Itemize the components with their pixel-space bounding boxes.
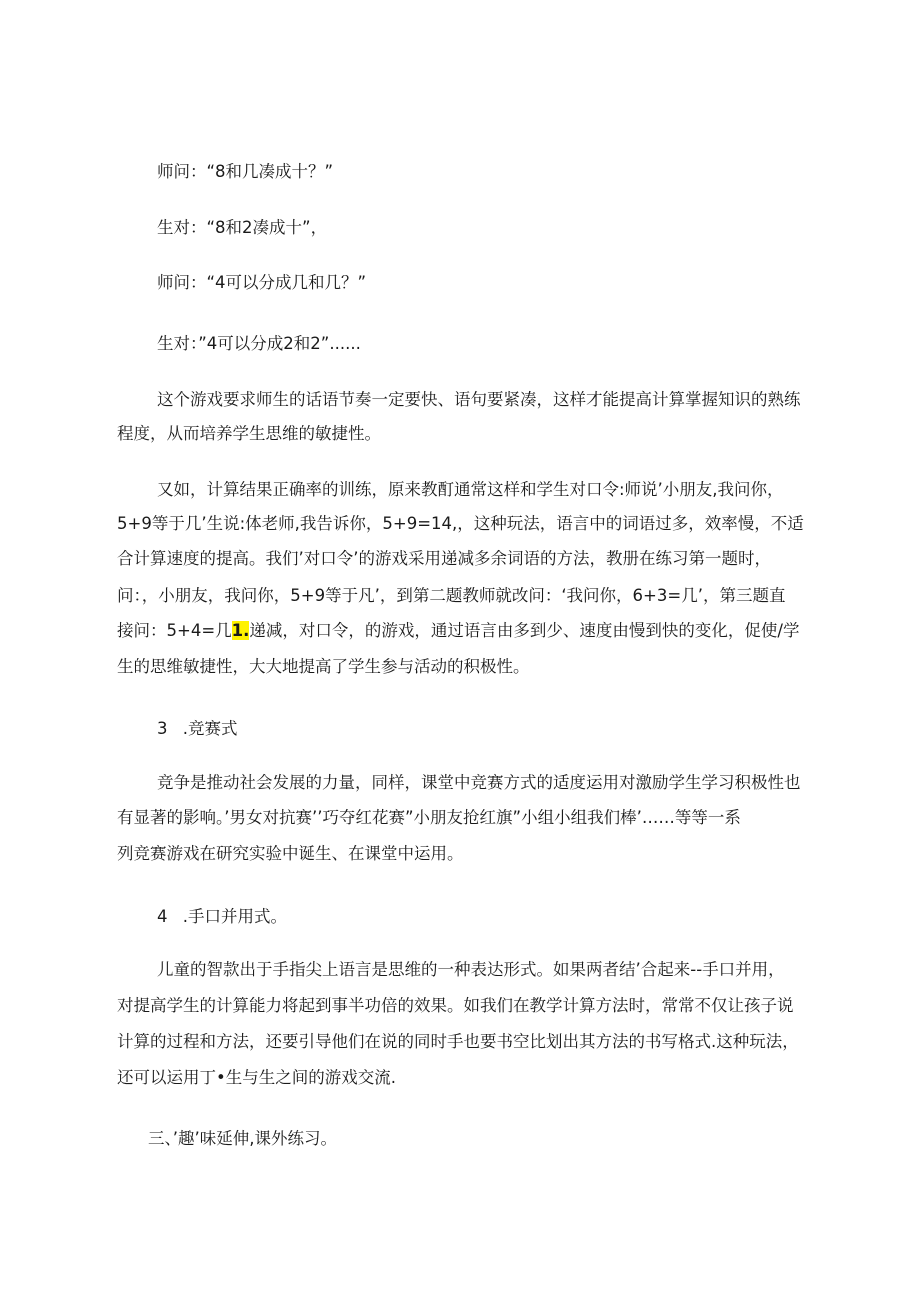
section-4-number: 4	[157, 907, 168, 926]
section-4-heading	[157, 905, 287, 929]
section-4-title: .手口并用式。	[182, 907, 287, 926]
para2-line-2: 5+9等于几’生说:体老师,我告诉你，5+9=14,，这种玩法，语言中的词语过多，效率慢，不适	[117, 514, 804, 533]
section-3-heading	[157, 717, 238, 741]
para2-line-1: 又如，计算结果正确率的训练，原来教酊通常这样和学生对口令:师说’小朋友,我问你，	[157, 480, 784, 499]
para2-line-5-start: 接问：5+4=几	[117, 621, 232, 640]
para2-line-4: 问：，小朋友，我问你，5+9等于凡’，到第二题教师就改问：‘我问你，6+3=几’，第三题直	[117, 586, 786, 605]
highlight-mark: 1.	[231, 621, 250, 640]
section-3-number: 3	[157, 719, 168, 738]
para4-line-4: 还可以运用丁•生与生之间的游戏交流.	[117, 1068, 396, 1087]
para2-line-6: 生的思维敏捷性，大大地提高了学生参与活动的积极性。	[117, 657, 530, 676]
para2-line-5-end: 递减，对口令，的游戏，通过语言由多到少、速度由慢到快的变化，促使/学	[249, 621, 800, 640]
para1-line-2: 程度，从而培养学生思维的敏捷性。	[117, 424, 381, 443]
para3-line-2: 有显著的影响。’男女对抗赛’’巧夺红花赛”小朋友抢红旗”小组小组我们棒’……等等一系	[117, 808, 741, 827]
para3-line-1: 竞争是推动社会发展的力量，同样，课堂中竞赛方式的适度运用对激励学生学习积极性也	[157, 773, 801, 792]
student-answer-2: 生对：”4可以分成2和2”......	[157, 334, 361, 353]
section-three-heading: 三、’趣’味延伸,课外练习。	[148, 1129, 337, 1148]
teacher-question-1: 师问：“8和几凑成十？”	[157, 162, 334, 181]
para2-line-3: 合计算速度的提高。我们’对口令’的游戏采用递减多余词语的方法，教册在练习第一题时，	[117, 549, 771, 568]
teacher-question-2: 师问：“4可以分成几和几？”	[157, 273, 367, 292]
student-answer-1: 生对：“8和2凑成十”，	[157, 218, 328, 237]
para2-line-5	[117, 619, 799, 643]
para4-line-2: 对提高学生的计算能力将起到事半功倍的效果。如我们在教学计算方法时，常常不仅让孩子说	[117, 996, 794, 1015]
para1-line-1: 这个游戏要求师生的话语节奏一定要快、语句要紧凑，这样才能提高计算掌握知识的熟练	[157, 390, 801, 409]
para4-line-3: 计算的过程和方法，还要引导他们在说的同时手也要书空比划出其方法的书写格式.这种玩法，	[117, 1032, 799, 1051]
para4-line-1: 儿童的智款出于手指尖上语言是思维的一种表达形式。如果两者结’合起来--手口并用，	[157, 960, 785, 979]
section-3-title: .竞赛式	[182, 719, 238, 738]
para3-line-3: 列竞赛游戏在研究实验中诞生、在课堂中运用。	[117, 844, 464, 863]
